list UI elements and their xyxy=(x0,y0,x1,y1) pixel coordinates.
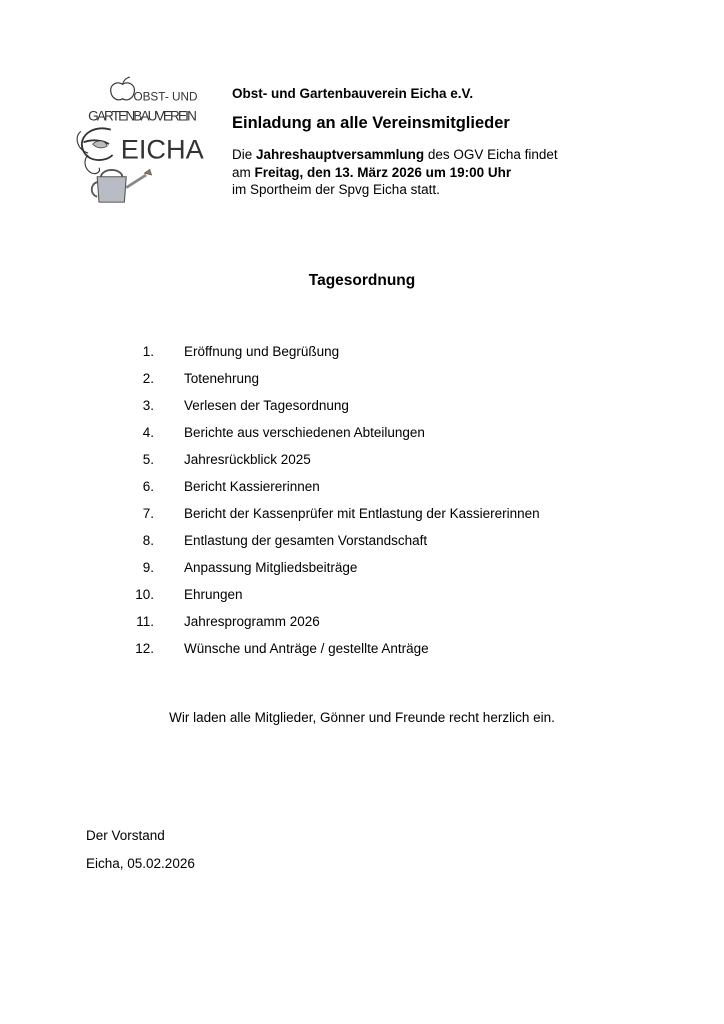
agenda-item-text: Eröffnung und Begrüßung xyxy=(184,344,340,359)
intro-text-1: Die xyxy=(232,147,257,162)
agenda-item xyxy=(120,446,540,473)
club-logo xyxy=(70,68,215,213)
agenda-item-number: 1. xyxy=(142,344,154,359)
logo-line1: OBST- UND xyxy=(133,90,198,104)
agenda-item-number: 9. xyxy=(142,560,154,575)
logo-line3: EICHA xyxy=(120,133,204,165)
invitation-intro xyxy=(232,146,558,199)
agenda-item xyxy=(120,338,540,365)
agenda-item-text: Wünsche und Anträge / gestellte Anträge xyxy=(184,641,429,656)
agenda-item-text: Verlesen der Tagesordnung xyxy=(184,398,349,413)
place-date: Eicha, 05.02.2026 xyxy=(86,856,195,871)
agenda-item xyxy=(120,392,540,419)
agenda-item-text: Jahresprogramm 2026 xyxy=(184,614,320,629)
agenda-item-number: 4. xyxy=(142,425,154,440)
agenda-item xyxy=(120,473,540,500)
agenda-item-text: Anpassung Mitgliedsbeiträge xyxy=(184,560,358,575)
agenda-item-text: Berichte aus verschiedenen Abteilungen xyxy=(184,425,425,440)
agenda-item-text: Bericht Kassiererinnen xyxy=(184,479,320,494)
agenda-item-number: 12. xyxy=(135,641,154,656)
agenda-item-number: 5. xyxy=(142,452,154,467)
agenda-item xyxy=(120,635,540,662)
signoff xyxy=(86,822,195,878)
agenda-item-text: Entlastung der gesamten Vorstandschaft xyxy=(184,533,428,548)
closing-invitation xyxy=(0,710,724,725)
agenda-item-text: Ehrungen xyxy=(184,587,243,602)
agenda-item-number: 6. xyxy=(142,479,154,494)
invitation-title: Einladung an alle Vereinsmitglieder xyxy=(232,114,510,132)
agenda-item-number: 3. xyxy=(142,398,154,413)
agenda-item xyxy=(120,581,540,608)
agenda-list xyxy=(120,338,540,662)
agenda-item xyxy=(120,608,540,635)
intro-text-2: des OGV Eicha findet xyxy=(424,147,558,162)
closing-text: Wir laden alle Mitglieder, Gönner und Freunde recht herzlich ein. xyxy=(169,710,555,725)
sender: Der Vorstand xyxy=(86,828,165,843)
agenda-title: Tagesordnung xyxy=(308,272,416,289)
agenda-item-number: 11. xyxy=(136,614,154,629)
event-date: Freitag, den 13. März 2026 um 19:00 Uhr xyxy=(254,164,512,180)
agenda-item xyxy=(120,554,540,581)
organization-name: Obst- und Gartenbauverein Eicha e.V. xyxy=(232,86,474,101)
agenda-item xyxy=(120,419,540,446)
event-name: Jahreshauptversammlung xyxy=(256,147,425,162)
agenda-item-number: 8. xyxy=(142,533,154,548)
agenda-item-number: 7. xyxy=(142,506,154,521)
agenda-item xyxy=(120,500,540,527)
event-location: im Sportheim der Spvg Eicha statt. xyxy=(232,182,440,197)
agenda-item-number: 2. xyxy=(142,371,154,386)
agenda-item-text: Jahresrückblick 2025 xyxy=(184,452,311,467)
intro-text-3: am xyxy=(232,164,255,180)
watering-can-logo-icon xyxy=(70,68,215,213)
logo-line2: GARTENBAUVEREIN xyxy=(88,108,197,124)
agenda-item-text: Bericht der Kassenprüfer mit Entlastung der Kassiererinnen xyxy=(184,506,540,521)
agenda-item-number: 10. xyxy=(135,587,154,602)
agenda-item-text: Totenehrung xyxy=(184,371,260,386)
agenda-item xyxy=(120,527,540,554)
agenda-item xyxy=(120,365,540,392)
